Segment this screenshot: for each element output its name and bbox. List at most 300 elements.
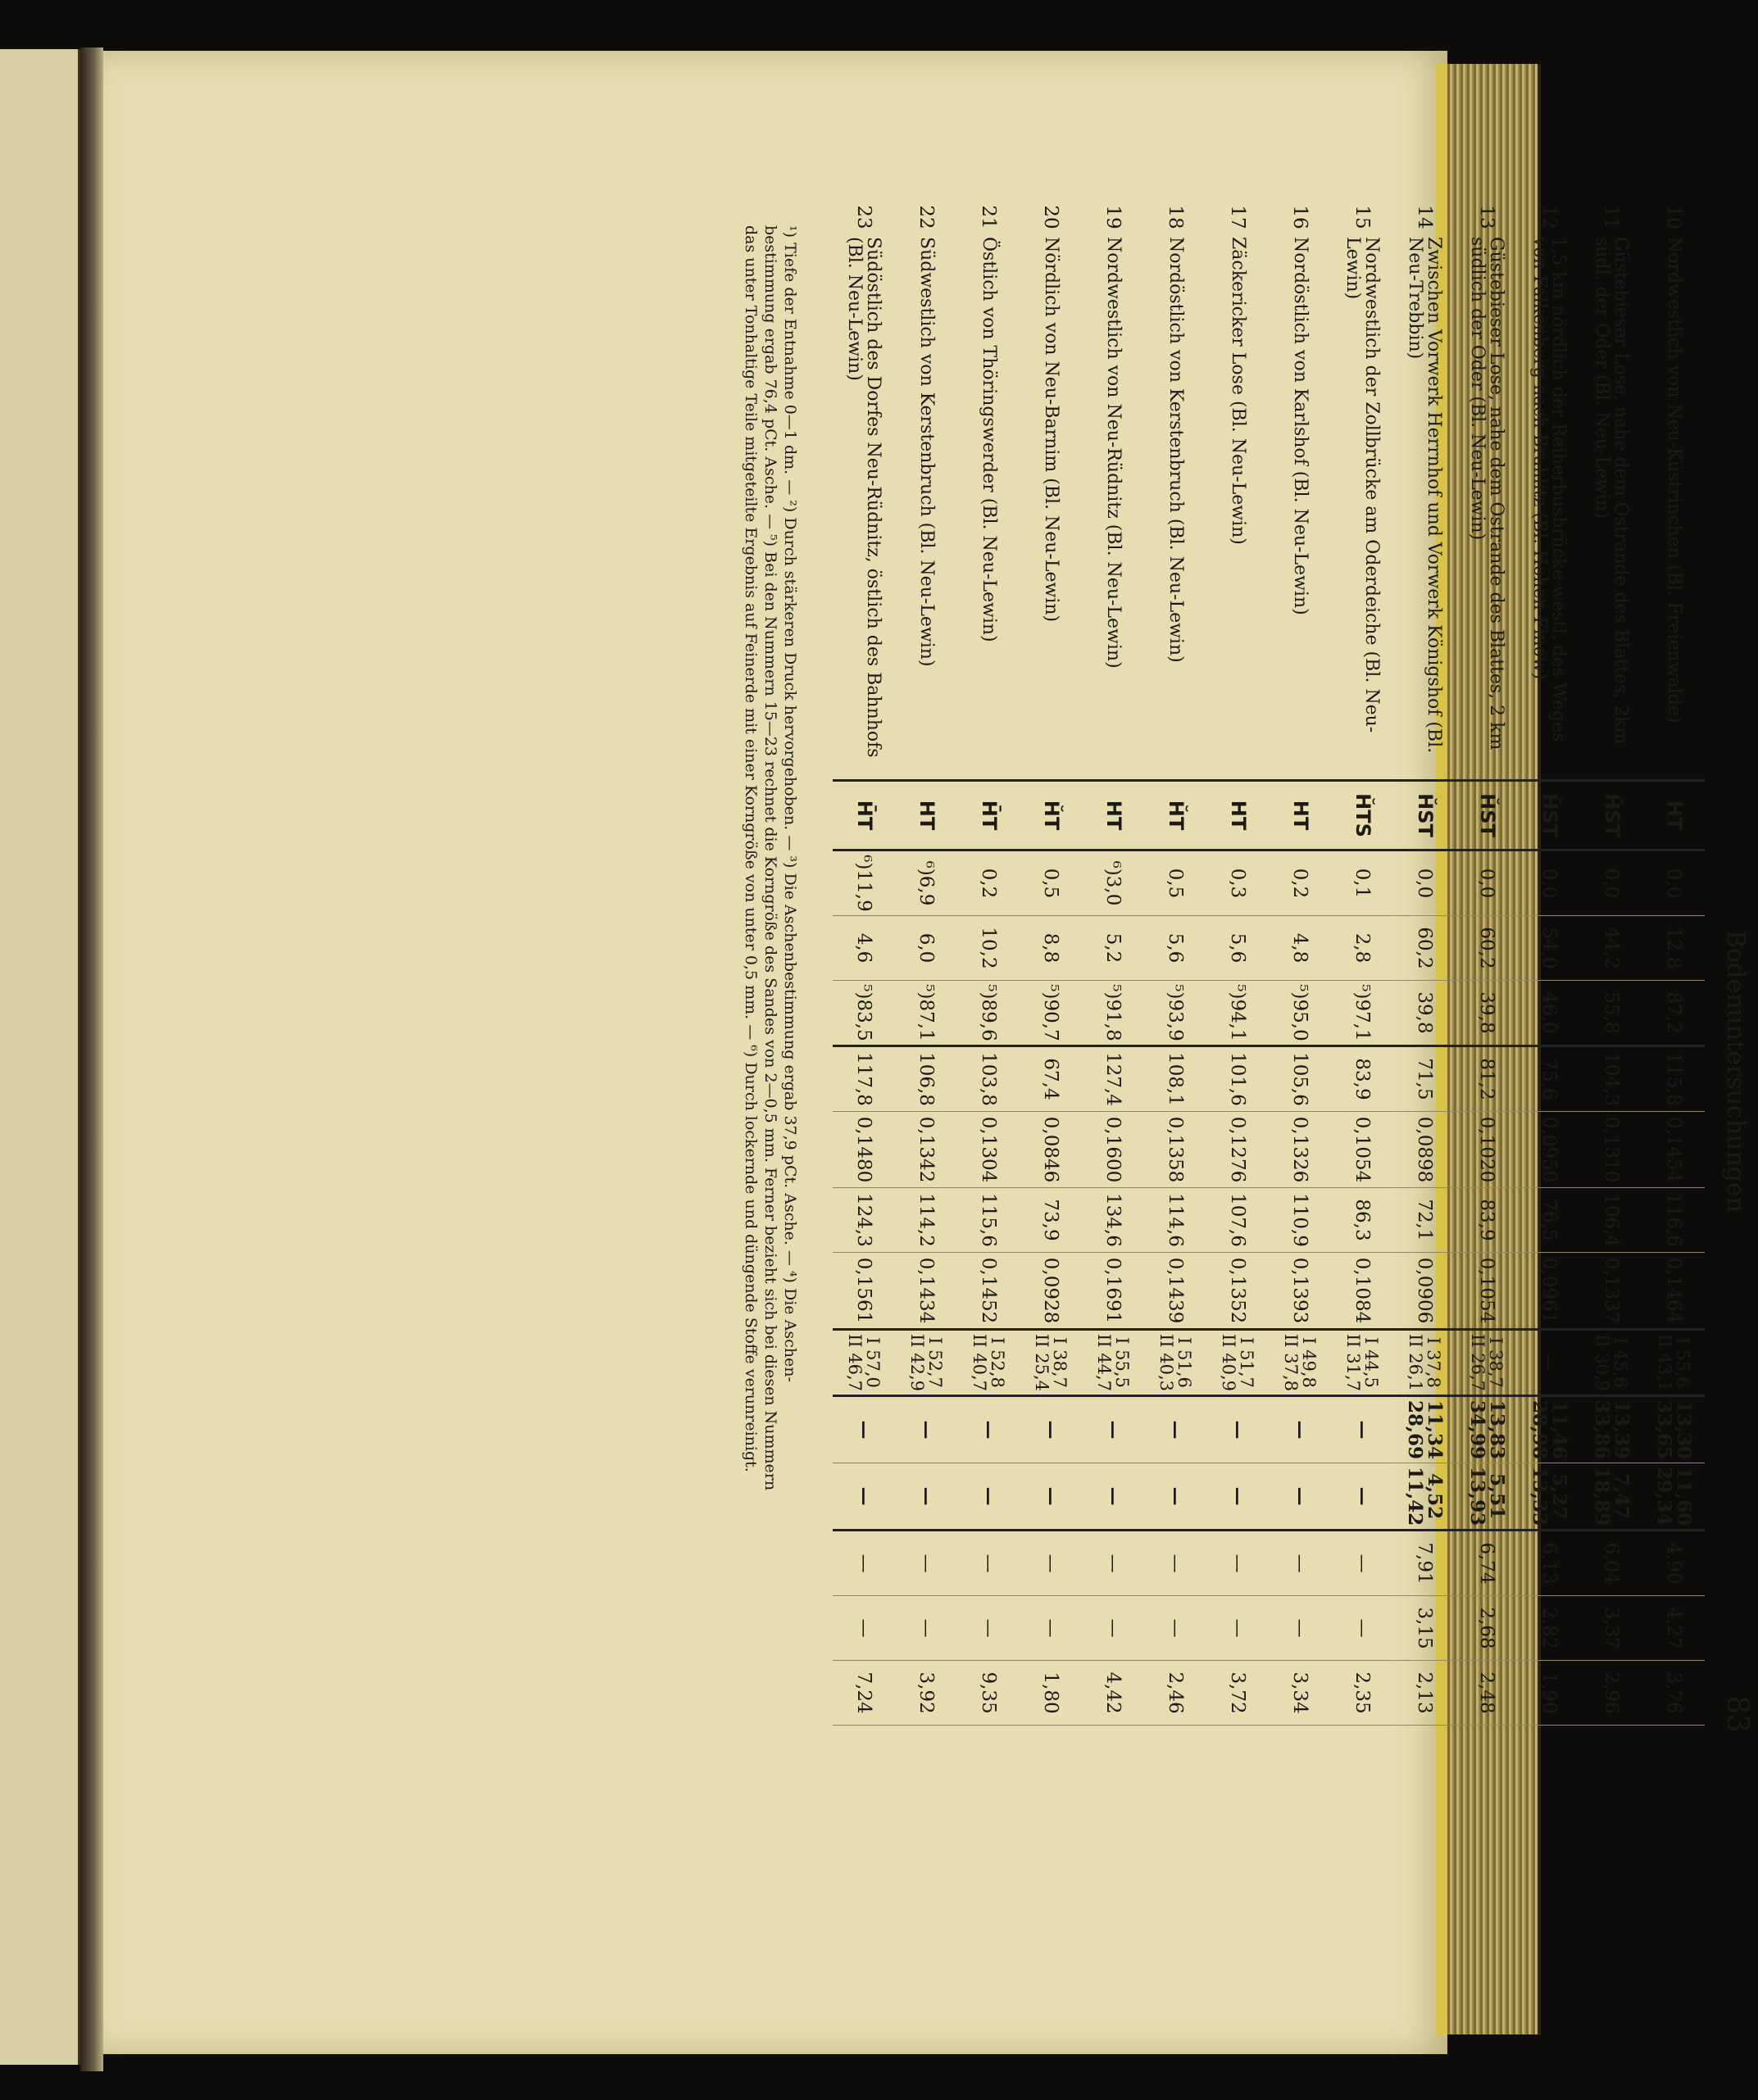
cell-h2: II 26,7: [1468, 1334, 1488, 1392]
cell-j1: 7,47: [1610, 1473, 1633, 1520]
cell-a: 0,2: [957, 850, 1020, 916]
cell-d: 81,2: [1456, 1046, 1518, 1112]
cell-typ: H̆T: [1020, 781, 1082, 850]
cell-b: 5,6: [1144, 916, 1206, 981]
cell-i1: —: [978, 1420, 1001, 1440]
cell-i1: —: [1165, 1420, 1188, 1440]
cell-e: 0,1304: [957, 1112, 1020, 1188]
cell-typ: H̆ST: [1580, 781, 1642, 850]
cell-d: 71,5: [1393, 1046, 1456, 1112]
cell-l: —: [1144, 1596, 1206, 1661]
cell-h2: II 37,8: [1281, 1334, 1301, 1392]
cell-f: 107,6: [1206, 1188, 1269, 1253]
cell-no: 16: [1289, 205, 1311, 229]
cell-j: [957, 1463, 1020, 1531]
table-row: [1642, 201, 1705, 1726]
cell-k: —: [957, 1531, 1020, 1596]
cell-f: 110,9: [1269, 1188, 1331, 1253]
cell-b: 44,2: [1580, 916, 1642, 981]
cell-f: 116,6: [1642, 1188, 1705, 1253]
cell-h: [1580, 1330, 1642, 1396]
cell-j: [1331, 1463, 1393, 1531]
cell-j1: —: [1351, 1486, 1374, 1506]
rotated-page-content: [742, 201, 1758, 1741]
cell-d: 127,4: [1082, 1046, 1144, 1112]
cell-m: 7,24: [833, 1661, 895, 1726]
cell-j: [1393, 1463, 1456, 1531]
cell-c: ⁵)91,8: [1082, 981, 1144, 1046]
cell-c: ⁵)90,7: [1020, 981, 1082, 1046]
table-row: [1206, 201, 1269, 1726]
cell-k: 6,04: [1580, 1531, 1642, 1596]
cell-i: [1642, 1396, 1705, 1463]
cell-typ: H̆ST: [1393, 781, 1456, 850]
left-page-edge: [0, 49, 80, 2065]
cell-m: 3,76: [1642, 1661, 1705, 1726]
cell-d: 117,8: [833, 1046, 895, 1112]
cell-j2: 18,89: [1591, 1467, 1613, 1526]
cell-h1: I 37,8: [1424, 1337, 1444, 1388]
table-row: [833, 201, 895, 1726]
cell-c: ⁵)94,1: [1206, 981, 1269, 1046]
cell-f: 106,4: [1580, 1188, 1642, 1253]
cell-i: [1518, 1396, 1580, 1463]
table-row: [957, 201, 1020, 1726]
cell-h: [1082, 1330, 1144, 1396]
cell-e: 0,0898: [1393, 1112, 1456, 1188]
cell-i1: —: [1040, 1420, 1063, 1440]
cell-g: 0,1691: [1082, 1253, 1144, 1330]
cell-j1: 5,27: [1548, 1473, 1571, 1520]
cell-h2: II 30,9: [1592, 1334, 1612, 1392]
cell-loc: Nordwestlich von Neu-Rüdnitz (Bl. Neu-Lewin): [1082, 234, 1144, 781]
cell-b: 60,2: [1456, 916, 1518, 981]
cell-d: 75,6: [1518, 1046, 1580, 1112]
cell-j1: —: [1040, 1486, 1063, 1506]
cell-m: 2,35: [1331, 1661, 1393, 1726]
cell-typ: HT: [1269, 781, 1331, 850]
cell-c: 46,0: [1518, 981, 1580, 1046]
cell-h2: II 40,9: [1219, 1334, 1238, 1392]
cell-l: 2,82: [1518, 1596, 1580, 1661]
cell-m: 2,48: [1456, 1661, 1518, 1726]
running-head: Bodenuntersuchungen: [1721, 930, 1750, 1213]
cell-typ: H̄T: [833, 781, 895, 850]
cell-k: 7,91: [1393, 1531, 1456, 1596]
cell-c: ⁵)93,9: [1144, 981, 1206, 1046]
cell-c: ⁵)89,6: [957, 981, 1020, 1046]
cell-no: 15: [1351, 205, 1374, 229]
cell-g: 0,1054: [1456, 1253, 1518, 1330]
cell-e: 0,1342: [895, 1112, 957, 1188]
cell-e: 0,1310: [1580, 1112, 1642, 1188]
cell-loc: Südwestlich von Kerstenbruch (Bl. Neu-Lewin): [895, 234, 957, 781]
cell-h1: I 38,7: [1486, 1337, 1506, 1388]
cell-h1: I 49,8: [1299, 1337, 1320, 1388]
cell-i2: 34,99: [1466, 1400, 1488, 1460]
page-header: [1709, 201, 1758, 1741]
cell-i1: 11,46: [1548, 1400, 1571, 1460]
cell-h1: I 57,0: [863, 1337, 884, 1388]
cell-c: 87,2: [1642, 981, 1705, 1046]
cell-g: 0,1393: [1269, 1253, 1331, 1330]
cell-d: 105,6: [1269, 1046, 1331, 1112]
cell-b: 5,2: [1082, 916, 1144, 981]
cell-a: 0,0: [1580, 850, 1642, 916]
cell-m: 4,42: [1082, 1661, 1144, 1726]
cell-f: 134,6: [1082, 1188, 1144, 1253]
cell-i2: 33,86: [1591, 1400, 1613, 1460]
cell-i: [1456, 1396, 1518, 1463]
cell-h1: —: [1539, 1354, 1560, 1372]
cell-h: [1393, 1330, 1456, 1396]
cell-no: 23: [853, 205, 875, 229]
footnote-line: bestimmung ergab 76,4 pCt. Asche. — ⁵) Bei den Nummern 15—23 rechnet die Korngröße des Sandes von 2—0,5 mm. Ferner bezieht sich bei diesen Nummern: [761, 225, 780, 1491]
cell-f: 114,2: [895, 1188, 957, 1253]
cell-a: 0,1: [1331, 850, 1393, 916]
cell-l: —: [1020, 1596, 1082, 1661]
cell-h2: II 44,7: [1094, 1334, 1114, 1392]
cell-loc: Güstebieser Lose, nahe dem Ostrande des Blattes, 2 km südlich der Oder (Bl. Neu-Lewin): [1456, 234, 1518, 781]
cell-h1: I 52,7: [925, 1337, 946, 1388]
cell-a: ⁶)6,9: [895, 850, 957, 916]
cell-h: [957, 1330, 1020, 1396]
cell-i2: 28,69: [1404, 1400, 1426, 1460]
cell-f: 114,6: [1144, 1188, 1206, 1253]
cell-typ: H̄T: [957, 781, 1020, 850]
cell-j: [895, 1463, 957, 1531]
cell-c: 55,8: [1580, 981, 1642, 1046]
cell-l: —: [833, 1596, 895, 1661]
cell-g: 0,1452: [957, 1253, 1020, 1330]
cell-a: 0,5: [1144, 850, 1206, 916]
cell-d: 103,8: [957, 1046, 1020, 1112]
cell-g: 0,1434: [895, 1253, 957, 1330]
cell-h2: II 31,7: [1343, 1334, 1363, 1392]
cell-g: 0,0906: [1393, 1253, 1456, 1330]
cell-h1: I 51,6: [1174, 1337, 1195, 1388]
cell-j: [1020, 1463, 1082, 1531]
cell-h: [1518, 1330, 1580, 1396]
cell-b: 60,2: [1393, 916, 1456, 981]
cell-i1: —: [1351, 1420, 1374, 1440]
cell-l: —: [895, 1596, 957, 1661]
cell-j: [1456, 1463, 1518, 1531]
cell-g: 0,1337: [1580, 1253, 1642, 1330]
cell-m: 3,92: [895, 1661, 957, 1726]
cell-e: 0,0846: [1020, 1112, 1082, 1188]
cell-i: [1393, 1396, 1456, 1463]
cell-l: 2,68: [1456, 1596, 1518, 1661]
page-number: 83: [1720, 1695, 1754, 1733]
table-row: [1331, 201, 1393, 1726]
cell-h2: II 46,7: [845, 1334, 865, 1392]
table-row: [895, 201, 957, 1726]
cell-no: 19: [1102, 205, 1124, 229]
cell-j: [1269, 1463, 1331, 1531]
cell-b: 4,6: [833, 916, 895, 981]
cell-i: [1206, 1396, 1269, 1463]
cell-j: [1642, 1463, 1705, 1531]
cell-e: 0,1276: [1206, 1112, 1269, 1188]
cell-j2: 29,34: [1653, 1467, 1675, 1526]
cell-j: [833, 1463, 895, 1531]
cell-l: —: [1331, 1596, 1393, 1661]
cell-h: [1269, 1330, 1331, 1396]
cell-m: 9,35: [957, 1661, 1020, 1726]
cell-typ: HT: [1206, 781, 1269, 850]
cell-g: 0,0928: [1020, 1253, 1082, 1330]
cell-k: —: [1082, 1531, 1144, 1596]
cell-loc: Güstebieser Lose, nahe dem Ostrande des Blattes, 2km südl. der Oder (Bl. Neu-Lewin): [1580, 234, 1642, 781]
cell-f: 83,9: [1456, 1188, 1518, 1253]
cell-e: 0,1454: [1642, 1112, 1705, 1188]
cell-i1: —: [1289, 1420, 1312, 1440]
cell-d: 101,6: [1206, 1046, 1269, 1112]
cell-m: 3,34: [1269, 1661, 1331, 1726]
cell-g: 0,1352: [1206, 1253, 1269, 1330]
cell-g: 0,0961: [1518, 1253, 1580, 1330]
cell-k: —: [1206, 1531, 1269, 1596]
cell-i1: —: [1227, 1420, 1250, 1440]
cell-a: ⁶)3,0: [1082, 850, 1144, 916]
table-row: [1020, 201, 1082, 1726]
cell-g: 0,1561: [833, 1253, 895, 1330]
cell-i: [1144, 1396, 1206, 1463]
cell-f: 73,9: [1020, 1188, 1082, 1253]
cell-j1: —: [1102, 1486, 1125, 1506]
book-gutter: [80, 48, 103, 2071]
cell-i: [833, 1396, 895, 1463]
cell-loc: Nordöstlich von Karlshof (Bl. Neu-Lewin): [1269, 234, 1331, 781]
cell-m: 1,80: [1020, 1661, 1082, 1726]
cell-m: 2,13: [1393, 1661, 1456, 1726]
cell-h1: I 55,6: [1673, 1337, 1693, 1388]
cell-h: [1642, 1330, 1705, 1396]
cell-j: [1518, 1463, 1580, 1531]
cell-k: —: [1020, 1531, 1082, 1596]
soil-analysis-table: [833, 201, 1705, 1726]
cell-h2: II 42,9: [907, 1334, 927, 1392]
cell-l: 3,37: [1580, 1596, 1642, 1661]
cell-i2: 33,65: [1653, 1400, 1675, 1460]
cell-loc: Zwischen Vorwerk Herrnhof und Vorwerk Königshof (Bl. Neu-Trebbin): [1393, 234, 1456, 781]
cell-e: 0,1054: [1331, 1112, 1393, 1188]
cell-m: 2,96: [1580, 1661, 1642, 1726]
cell-i1: 13,39: [1610, 1400, 1633, 1460]
cell-f: 86,3: [1331, 1188, 1393, 1253]
cell-g: 0,1464: [1642, 1253, 1705, 1330]
cell-k: 4,90: [1642, 1531, 1705, 1596]
cell-typ: H̆ST: [1518, 781, 1580, 850]
table-row: [1456, 201, 1518, 1726]
cell-loc: Südöstlich des Dorfes Neu-Rüdnitz, östlich des Bahnhofs (Bl. Neu-Lewin): [833, 234, 895, 781]
cell-j2: 11,42: [1404, 1467, 1426, 1526]
table-row: [1393, 201, 1456, 1726]
cell-c: 39,8: [1393, 981, 1456, 1046]
cell-f: 124,3: [833, 1188, 895, 1253]
cell-h1: I 52,8: [988, 1337, 1008, 1388]
cell-e: 0,1600: [1082, 1112, 1144, 1188]
cell-j: [1082, 1463, 1144, 1531]
cell-h2: II 40,3: [1156, 1334, 1176, 1392]
cell-h: [1456, 1330, 1518, 1396]
cell-e: 0,1020: [1456, 1112, 1518, 1188]
cell-no: 12: [1538, 205, 1560, 229]
cell-d: 108,1: [1144, 1046, 1206, 1112]
cell-b: 4,8: [1269, 916, 1331, 981]
cell-c: ⁵)95,0: [1269, 981, 1331, 1046]
cell-f: 72,1: [1393, 1188, 1456, 1253]
cell-no: 11: [1601, 205, 1623, 229]
cell-b: 2,8: [1331, 916, 1393, 981]
cell-a: 0,3: [1206, 850, 1269, 916]
table-row: [1518, 201, 1580, 1726]
cell-d: 104,3: [1580, 1046, 1642, 1112]
cell-a: 0,0: [1393, 850, 1456, 916]
cell-k: —: [1144, 1531, 1206, 1596]
cell-a: 0,2: [1269, 850, 1331, 916]
cell-j: [1144, 1463, 1206, 1531]
cell-b: 6,0: [895, 916, 957, 981]
cell-g: 0,1084: [1331, 1253, 1393, 1330]
cell-h: [1331, 1330, 1393, 1396]
cell-b: 5,6: [1206, 916, 1269, 981]
cell-no: 17: [1227, 205, 1249, 229]
cell-j1: —: [978, 1486, 1001, 1506]
cell-j1: —: [915, 1486, 938, 1506]
cell-j1: 11,60: [1673, 1467, 1696, 1526]
cell-i: [1020, 1396, 1082, 1463]
cell-h: [895, 1330, 957, 1396]
cell-i: [957, 1396, 1020, 1463]
cell-loc: Nördlich von Neu-Barnim (Bl. Neu-Lewin): [1020, 234, 1082, 781]
cell-h2: II 43,1: [1655, 1334, 1674, 1392]
cell-c: ⁵)83,5: [833, 981, 895, 1046]
cell-no: 13: [1476, 205, 1498, 229]
cell-i2: 28,98: [1529, 1400, 1551, 1460]
cell-i1: —: [915, 1420, 938, 1440]
cell-m: 3,72: [1206, 1661, 1269, 1726]
cell-typ: HT: [1642, 781, 1705, 850]
cell-k: —: [895, 1531, 957, 1596]
cell-i: [1580, 1396, 1642, 1463]
cell-h1: I 51,7: [1237, 1337, 1257, 1388]
cell-j1: —: [1289, 1486, 1312, 1506]
cell-j: [1580, 1463, 1642, 1531]
cell-j2: 13,93: [1466, 1467, 1488, 1526]
cell-j1: —: [1165, 1486, 1188, 1506]
cell-j1: 5,51: [1486, 1473, 1509, 1520]
cell-a: 0,5: [1020, 850, 1082, 916]
cell-f: 76,5: [1518, 1188, 1580, 1253]
cell-m: 2,46: [1144, 1661, 1206, 1726]
cell-a: 0,0: [1642, 850, 1705, 916]
cell-no: 21: [978, 205, 1000, 229]
cell-h1: I 45,6: [1610, 1337, 1631, 1388]
cell-h1: I 38,7: [1050, 1337, 1070, 1388]
cell-b: 10,2: [957, 916, 1020, 981]
cell-j1: —: [853, 1486, 876, 1506]
cell-h1: I 55,5: [1112, 1337, 1133, 1388]
cell-loc: Östlich von Thöringswerder (Bl. Neu-Lewin): [957, 234, 1020, 781]
cell-l: —: [1206, 1596, 1269, 1661]
cell-l: —: [1269, 1596, 1331, 1661]
cell-loc: Nordöstlich von Kerstenbruch (Bl. Neu-Lewin): [1144, 234, 1206, 781]
cell-c: ⁵)87,1: [895, 981, 957, 1046]
cell-l: 4,27: [1642, 1596, 1705, 1661]
cell-no: 20: [1040, 205, 1062, 229]
cell-typ: H̆T: [1144, 781, 1206, 850]
cell-loc: Nordwestlich von Neu-Küstrinchen (Bl. Freienwalde): [1642, 234, 1705, 781]
cell-g: 0,1439: [1144, 1253, 1206, 1330]
cell-no: 10: [1663, 205, 1685, 229]
cell-d: 67,4: [1020, 1046, 1082, 1112]
cell-a: ⁶)11,9: [833, 850, 895, 916]
cell-h: [1206, 1330, 1269, 1396]
cell-i1: 11,34: [1424, 1400, 1447, 1460]
cell-i: [895, 1396, 957, 1463]
footnotes: [741, 225, 799, 1717]
cell-k: —: [833, 1531, 895, 1596]
table-row: [1580, 201, 1642, 1726]
cell-j2: 13,33: [1529, 1467, 1551, 1526]
cell-l: 3,15: [1393, 1596, 1456, 1661]
cell-b: 54,0: [1518, 916, 1580, 981]
cell-no: 22: [915, 205, 938, 229]
cell-i1: 13,83: [1486, 1400, 1509, 1460]
cell-f: 115,6: [957, 1188, 1020, 1253]
cell-typ: HT: [895, 781, 957, 850]
cell-d: 83,9: [1331, 1046, 1393, 1112]
cell-b: 12,8: [1642, 916, 1705, 981]
cell-l: —: [957, 1596, 1020, 1661]
cell-h: [833, 1330, 895, 1396]
cell-j: [1206, 1463, 1269, 1531]
cell-k: —: [1269, 1531, 1331, 1596]
cell-k: 6,74: [1456, 1531, 1518, 1596]
cell-i: [1331, 1396, 1393, 1463]
cell-j1: —: [1227, 1486, 1250, 1506]
cell-i: [1269, 1396, 1331, 1463]
cell-e: 0,1480: [833, 1112, 895, 1188]
cell-loc: Nordwestlich der Zollbrücke am Oderdeiche (Bl. Neu-Lewin): [1331, 234, 1393, 781]
cell-d: 115,8: [1642, 1046, 1705, 1112]
cell-typ: HT: [1082, 781, 1144, 850]
footnote-line: das unter Tonhaltige Teile mitgeteilte Ergebnis auf Feinerde mit einer Korngröße von unter 0,5 mm. — ⁶) Durch lockernde und düngende Stoffe verunreinigt.: [742, 225, 761, 1472]
cell-k: 6,13: [1518, 1531, 1580, 1596]
cell-m: 1,90: [1518, 1661, 1580, 1726]
table-row: [1269, 201, 1331, 1726]
cell-h: [1144, 1330, 1206, 1396]
cell-d: 106,8: [895, 1046, 957, 1112]
table-row: [1144, 201, 1206, 1726]
cell-e: 0,0950: [1518, 1112, 1580, 1188]
cell-h2: II 26,1: [1406, 1334, 1425, 1392]
cell-b: 8,8: [1020, 916, 1082, 981]
cell-k: —: [1331, 1531, 1393, 1596]
cell-a: 0,0: [1456, 850, 1518, 916]
cell-i1: —: [853, 1420, 876, 1440]
cell-no: 14: [1414, 205, 1436, 229]
cell-c: ⁵)97,1: [1331, 981, 1393, 1046]
cell-i: [1082, 1396, 1144, 1463]
cell-e: 0,1326: [1269, 1112, 1331, 1188]
cell-h2: II 25,4: [1032, 1334, 1052, 1392]
cell-typ: H̆TS: [1331, 781, 1393, 850]
cell-loc: Zäckericker Lose (Bl. Neu-Lewin): [1206, 234, 1269, 781]
cell-e: 0,1358: [1144, 1112, 1206, 1188]
